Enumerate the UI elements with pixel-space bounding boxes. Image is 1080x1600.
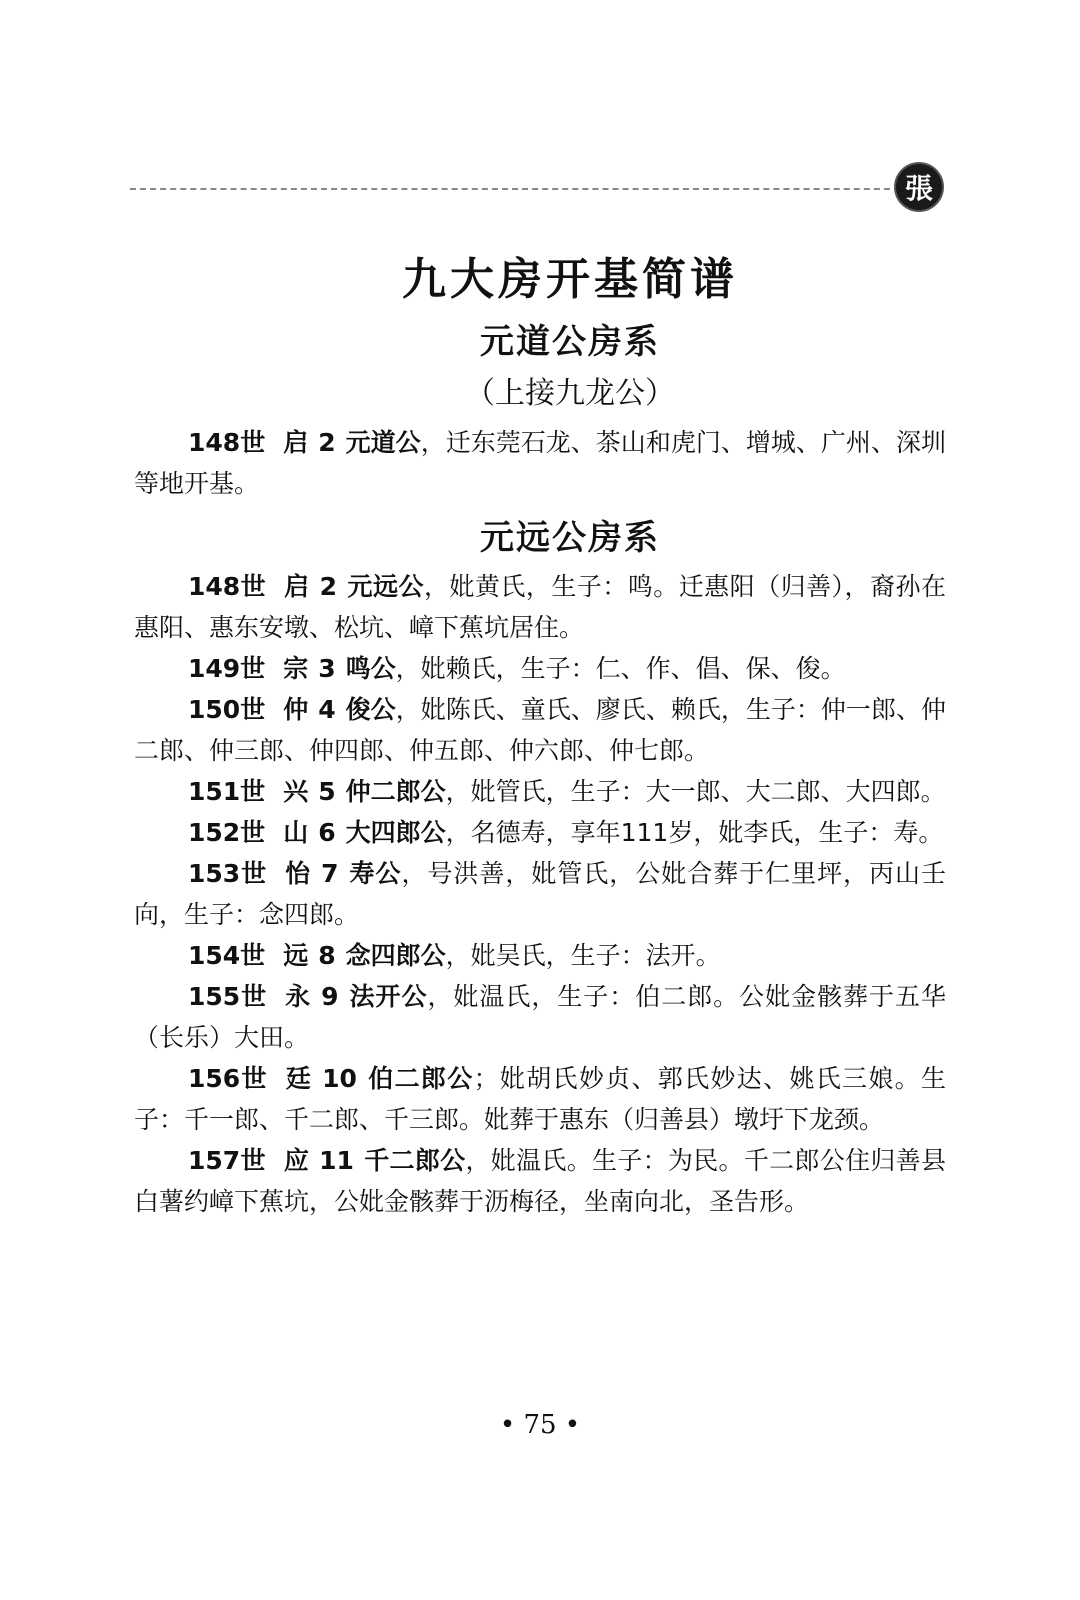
page-content (134, 248, 946, 1222)
entry-text: ，妣温氏。生子：为民。千二郎公住归善县白薯约嶂下蕉坑，公妣金骸葬于沥梅径，坐南向北，圣告形。 (134, 1146, 946, 1216)
entry-generation: 148世 (188, 572, 267, 601)
entry-number: 6 (318, 818, 336, 847)
entry-ancestor-name: 大四郎公 (345, 818, 446, 847)
entry-generation: 155世 (188, 982, 268, 1011)
entry-ancestor-name: 俊公 (345, 695, 396, 724)
entry-ancestor-name: 法开公 (348, 982, 428, 1011)
entry-generation-char: 山 (283, 818, 309, 847)
genealogy-entry (134, 812, 946, 853)
entry-number: 11 (319, 1146, 354, 1175)
entry-text: ，迁东莞石龙、茶山和虎门、增城、广州、深圳等地开基。 (134, 428, 946, 498)
entry-text: ，名德寿，享年111岁，妣李氏，生子：寿。 (445, 818, 944, 847)
entry-generation: 153世 (188, 859, 268, 888)
entry-text: ，妣温氏，生子：伯二郎。公妣金骸葬于五华（长乐）大田。 (134, 982, 946, 1052)
genealogy-entry (134, 1140, 946, 1222)
page-number: • 75 • (499, 1410, 581, 1440)
entry-text: ，妣吴氏，生子：法开。 (445, 941, 721, 970)
entry-generation: 156世 (188, 1064, 268, 1093)
section2-heading: 元远公房系 (480, 518, 660, 558)
section1-heading: 元道公房系 (480, 322, 660, 362)
entry-number: 3 (318, 654, 336, 683)
genealogy-entry (134, 853, 946, 935)
entry-generation: 154世 (188, 941, 266, 970)
entry-generation-char: 廷 (285, 1064, 313, 1093)
entry-generation: 151世 (188, 777, 266, 806)
entry-generation-char: 宗 (283, 654, 309, 683)
entry-number: 9 (321, 982, 339, 1011)
genealogy-entry (134, 1058, 946, 1140)
section1-entries (134, 422, 946, 504)
entry-generation: 152世 (188, 818, 266, 847)
entry-number: 10 (322, 1064, 357, 1093)
entry-generation-char: 永 (285, 982, 312, 1011)
entry-generation-char: 怡 (285, 859, 312, 888)
entry-generation: 157世 (188, 1146, 266, 1175)
genealogy-entry (134, 976, 946, 1058)
genealogy-entry (134, 648, 946, 689)
section2-entries (134, 566, 946, 1222)
entry-text: ，妣管氏，生子：大一郎、大二郎、大四郎。 (445, 777, 946, 806)
entry-number: 5 (318, 777, 336, 806)
entry-generation: 149世 (188, 654, 266, 683)
entry-text: ，妣陈氏、童氏、廖氏、赖氏，生子：仲一郎、仲二郎、仲三郎、仲四郎、仲五郎、仲六郎、仲七郎。 (134, 695, 946, 765)
entry-ancestor-name: 念四郎公 (345, 941, 446, 970)
entry-text: ，妣黄氏，生子：鸣。迁惠阳（归善），裔孙在惠阳、惠东安墩、松坑、嶂下蕉坑居住。 (134, 572, 946, 642)
genealogy-entry (134, 566, 946, 648)
entry-text: ；妣胡氏妙贞、郭氏妙达、姚氏三娘。生子：千一郎、千二郎、千三郎。妣葬于惠东（归善县）墩圩下龙颈。 (134, 1064, 946, 1134)
section1-subheading: （上接九龙公） (465, 376, 675, 411)
genealogy-entry (134, 689, 946, 771)
entry-generation-char: 远 (283, 941, 309, 970)
entry-ancestor-name: 元道公 (345, 428, 421, 457)
entry-ancestor-name: 伯二郎公 (366, 1064, 474, 1093)
entry-number: 8 (318, 941, 336, 970)
entry-generation-char: 仲 (283, 695, 309, 724)
entry-generation-char: 应 (283, 1146, 310, 1175)
entry-ancestor-name: 鸣公 (345, 654, 396, 683)
genealogy-entry (134, 771, 946, 812)
entry-number: 4 (318, 695, 336, 724)
zhang-seal-icon: 張 (896, 164, 942, 210)
genealogy-entry (134, 935, 946, 976)
entry-ancestor-name: 仲二郎公 (345, 777, 446, 806)
header-rule (130, 188, 900, 190)
entry-ancestor-name: 千二郎公 (363, 1146, 466, 1175)
entry-number: 7 (321, 859, 339, 888)
entry-ancestor-name: 元远公 (347, 572, 424, 601)
entry-text: ，号洪善，妣管氏，公妣合葬于仁里坪，丙山壬向，生子：念四郎。 (134, 859, 946, 929)
entry-generation-char: 兴 (283, 777, 309, 806)
genealogy-entry (134, 422, 946, 504)
entry-ancestor-name: 寿公 (348, 859, 402, 888)
entry-number: 2 (318, 428, 336, 457)
entry-generation: 148世 (188, 428, 266, 457)
entry-number: 2 (319, 572, 338, 601)
entry-generation-char: 启 (284, 572, 310, 601)
entry-generation-char: 启 (283, 428, 309, 457)
entry-generation: 150世 (188, 695, 266, 724)
entry-text: ，妣赖氏，生子：仁、作、倡、保、俊。 (395, 654, 846, 683)
page-title: 九大房开基简谱 (402, 254, 738, 305)
